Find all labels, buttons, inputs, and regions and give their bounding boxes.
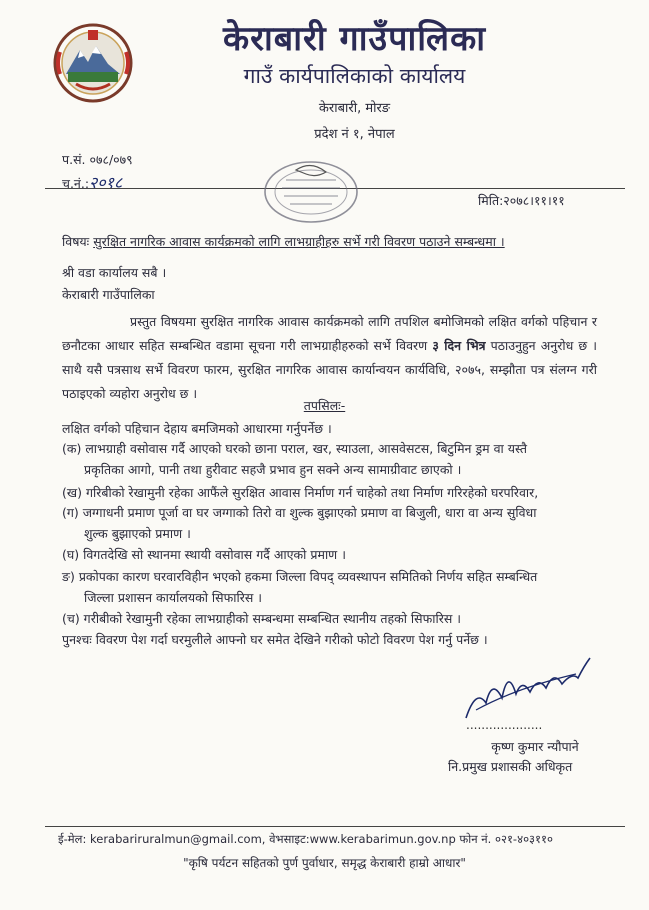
dispatch-number [62,171,122,193]
subject-text: सुरक्षित नागरिक आवास कार्यक्रमको लागि लाभग्राहीहरु सर्भे गरी विवरण पठाउने सम्बन्धमा । [93,234,505,249]
postscript-note: पुनश्चः विवरण पेश गर्दा घरमुलीले आफ्नो घर समेत देखिने गरीको फोटो विवरण पेश गर्नु पर्नेछ । [62,632,488,647]
addressee-line-2: केराबारी गाउँपालिका [62,287,155,302]
addressee-line-1: श्री वडा कार्यालय सबै । [62,265,167,280]
body-deadline: ३ दिन भित्र [432,338,486,353]
footer-divider [45,826,625,827]
list-item [62,608,602,629]
subject-label: विषयः [62,234,90,249]
office-title: केराबारी गाउँपालिका [222,19,487,59]
subject-line [62,233,505,250]
signature-icon [456,648,596,728]
dispatch-label: च.नं.: [62,176,90,191]
letter-body [62,310,597,406]
letter-date: मिति:२०७८।११।११ [478,193,565,208]
list-item-line-1: (ख) गरिबीको रेखामुनी रहेका आफैंले सुरक्षित आवास निर्माण गर्न चाहेको तथा निर्माण गरिरहेको घरपरिवार, [62,485,539,500]
list-item-line-1: (घ) विगतदेखि सो स्थानमा स्थायी वसोवास गर्दै आएको प्रमाण । [62,547,346,562]
signature-dots: .................... [466,718,543,732]
footer-slogan: "कृषि पर्यटन सहितको पुर्ण पुर्वाधार, समृद्ध केराबारी हाम्रो आधार" [183,856,466,870]
list-item-line-1: ङ) प्रकोपका कारण घरवारविहीन भएको हकमा जिल्ला विपद् व्यवस्थापन समितिको निर्णय सहित सम्बन्धित [62,569,538,584]
dispatch-handwritten-number: २०१८ [89,173,123,192]
reference-number: प.सं. ०७८/०७९ [62,152,133,167]
office-stamp-icon [256,158,366,230]
list-item-line-1: (क) लाभग्राही वसोवास गर्दै आएको घरको छाना पराल, खर, स्याउला, आसवेसटस, बिटुमिन ड्रम वा यस्तै [62,441,527,456]
address-line-1: केराबारी, मोरङ [318,101,391,116]
list-item-line-2: जिल्ला प्रशासन कार्यालयको सिफारिस । [84,590,262,605]
list-item [62,544,602,565]
schedule-heading: तपसिलः- [303,398,346,413]
list-item-line-1: (ग) जग्गाधनी प्रमाण पूर्जा वा घर जग्गाको तिरो वा शुल्क बुझाएको प्रमाण वा बिजुली, धारा वा अन्य सुविधा [62,505,537,520]
body-part-1: प्रस्तुत विषयमा सुरक्षित नागरिक आवास कार्यक्रमको लागि तपशिल बमोजिमको लक्षित वर्गको पहिचान र छनौटका आधार सहित सम्बन्धित वडामा सूचना गरी लाभग्राहीहरुको सर्भे विवरण [62,314,597,353]
list-item-line-2: प्रकृतिका आगो, पानी तथा हुरीवाट सहजै प्रभाव हुन सक्ने अन्य सामाग्रीवाट छाएको । [84,462,462,477]
list-item [62,438,602,480]
body-part-2: पठाउनुहुन अनुरोध छ । साथै यसै पत्रसाथ सर्भे विवरण फारम, सुरक्षित नागरिक आवास कार्यान्वयन कार्यविधि, २०७५, सम्झौता पत्र संलग्न गरी पठाइएको व्यहोरा अनुरोध छ । [62,338,597,401]
list-item [62,566,602,608]
address-line-2: प्रदेश नं १, नेपाल [314,127,395,142]
list-item-line-2: शुल्क बुझाएको प्रमाण । [84,526,191,541]
list-item-line-1: (च) गरीबीको रेखामुनी रहेका लाभग्राहीको सम्बन्धमा सम्बन्धित स्थानीय तहको सिफारिस । [62,611,461,626]
schedule-intro: लक्षित वर्गको पहिचान देहाय बमजिमको आधारमा गर्नुपर्नेछ । [62,421,332,436]
list-item [62,482,602,503]
signatory-title: नि.प्रमुख प्रशासकी अधिकृत [448,759,573,774]
list-item [62,502,602,544]
footer-contact: ई-मेल: kerabariruralmun@gmail.com, वेभसाइट:www.kerabarimun.gov.np फोन नं. ०२१-४०३११० [58,832,553,846]
office-subtitle: गाउँ कार्यपालिकाको कार्यालय [243,64,466,88]
signatory-name: कृष्ण कुमार न्यौपाने [491,739,579,754]
